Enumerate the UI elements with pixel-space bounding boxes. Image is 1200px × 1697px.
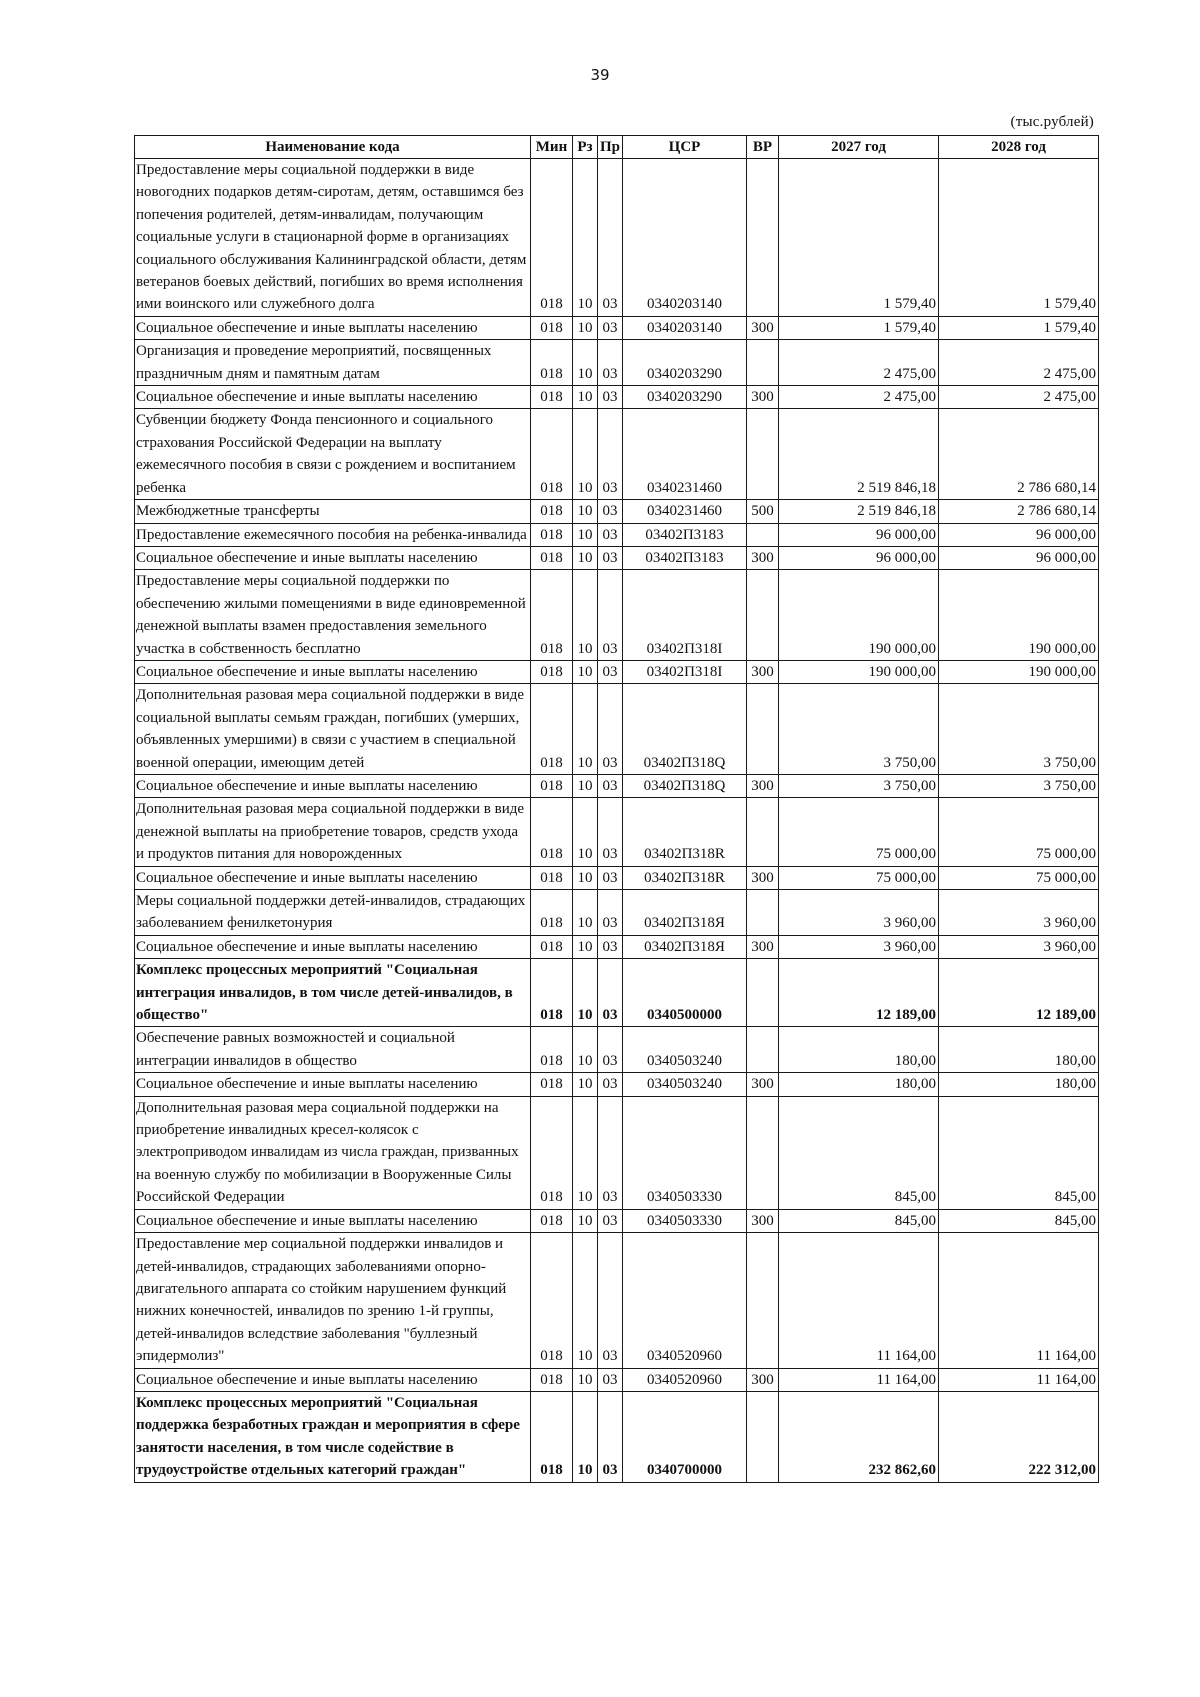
cell-csr: 03402П318I [623,660,747,683]
cell-2027: 96 000,00 [779,523,939,546]
cell-min: 018 [531,935,573,958]
cell-pr: 03 [598,316,623,339]
cell-rz: 10 [573,798,598,866]
cell-2027: 12 189,00 [779,959,939,1027]
cell-2027: 2 475,00 [779,340,939,386]
cell-rz: 10 [573,1073,598,1096]
cell-rz: 10 [573,1096,598,1209]
cell-name: Субвенции бюджету Фонда пенсионного и социального страхования Российской Федерации на выплату ежемесячного пособия в связи с рождением и воспитанием ребенка [135,409,531,500]
cell-pr: 03 [598,866,623,889]
cell-name: Предоставление ежемесячного пособия на ребенка-инвалида [135,523,531,546]
cell-2028: 190 000,00 [939,660,1099,683]
header-2028: 2028 год [939,136,1099,159]
page-number: 39 [590,66,610,84]
cell-rz: 10 [573,959,598,1027]
cell-rz: 10 [573,523,598,546]
cell-2027: 11 164,00 [779,1368,939,1391]
table-row [135,1391,1099,1482]
cell-min: 018 [531,546,573,569]
cell-2027: 845,00 [779,1096,939,1209]
cell-2028: 2 786 680,14 [939,500,1099,523]
cell-2028: 12 189,00 [939,959,1099,1027]
table-row [135,774,1099,797]
cell-rz: 10 [573,1027,598,1073]
cell-pr: 03 [598,386,623,409]
cell-csr: 0340503330 [623,1096,747,1209]
table-row [135,1073,1099,1096]
cell-min: 018 [531,1096,573,1209]
cell-2027: 180,00 [779,1073,939,1096]
cell-name: Организация и проведение мероприятий, посвященных праздничным дням и памятным датам [135,340,531,386]
table-row [135,409,1099,500]
cell-vr: 300 [747,1368,779,1391]
cell-min: 018 [531,159,573,317]
table-row [135,1233,1099,1368]
cell-min: 018 [531,1368,573,1391]
cell-pr: 03 [598,159,623,317]
cell-min: 018 [531,500,573,523]
cell-pr: 03 [598,1209,623,1232]
cell-pr: 03 [598,1233,623,1368]
cell-pr: 03 [598,409,623,500]
cell-min: 018 [531,523,573,546]
cell-2027: 2 519 846,18 [779,500,939,523]
cell-vr: 300 [747,660,779,683]
cell-min: 018 [531,798,573,866]
cell-rz: 10 [573,1368,598,1391]
table-row [135,1096,1099,1209]
cell-2028: 3 960,00 [939,935,1099,958]
cell-pr: 03 [598,935,623,958]
cell-2027: 1 579,40 [779,159,939,317]
cell-2028: 11 164,00 [939,1233,1099,1368]
cell-min: 018 [531,866,573,889]
cell-vr [747,1233,779,1368]
cell-name: Дополнительная разовая мера социальной поддержки в виде социальной выплаты семьям граждан, погибших (умерших, объявленных умершими) в связи с участием в специальной военной операции, имеющим детей [135,684,531,775]
table-row [135,684,1099,775]
cell-2027: 11 164,00 [779,1233,939,1368]
cell-csr: 0340203140 [623,316,747,339]
cell-2028: 845,00 [939,1209,1099,1232]
cell-csr: 0340500000 [623,959,747,1027]
cell-csr: 03402П318Я [623,890,747,936]
cell-pr: 03 [598,570,623,661]
cell-name: Предоставление меры социальной поддержки в виде новогодних подарков детям-сиротам, детям, оставшимся без попечения родителей, детям-инвалидам, получающим социальные услуги в стационарной форме в организациях социального обслуживания Калининградской области, детям ветеранов боевых действий, погибших во время исполнения ими воинского или служебного долга [135,159,531,317]
cell-rz: 10 [573,1233,598,1368]
cell-2027: 3 750,00 [779,774,939,797]
cell-name: Социальное обеспечение и иные выплаты населению [135,866,531,889]
cell-pr: 03 [598,660,623,683]
cell-rz: 10 [573,660,598,683]
table-row [135,1027,1099,1073]
cell-vr [747,1096,779,1209]
cell-2027: 2 475,00 [779,386,939,409]
cell-rz: 10 [573,340,598,386]
cell-name: Предоставление меры социальной поддержки по обеспечению жилыми помещениями в виде единовременной денежной выплаты взамен предоставления земельного участка в собственность бесплатно [135,570,531,661]
header-2027: 2027 год [779,136,939,159]
cell-min: 018 [531,1073,573,1096]
cell-pr: 03 [598,959,623,1027]
cell-rz: 10 [573,386,598,409]
cell-min: 018 [531,570,573,661]
budget-table [134,135,1099,1483]
table-row [135,316,1099,339]
cell-2027: 3 960,00 [779,935,939,958]
cell-name: Социальное обеспечение и иные выплаты населению [135,1073,531,1096]
table-row [135,570,1099,661]
cell-vr [747,159,779,317]
cell-name: Социальное обеспечение и иные выплаты населению [135,774,531,797]
cell-pr: 03 [598,774,623,797]
cell-vr [747,798,779,866]
cell-rz: 10 [573,316,598,339]
header-csr: ЦСР [623,136,747,159]
cell-2028: 11 164,00 [939,1368,1099,1391]
cell-rz: 10 [573,570,598,661]
cell-min: 018 [531,316,573,339]
cell-2027: 75 000,00 [779,798,939,866]
cell-rz: 10 [573,159,598,317]
cell-csr: 0340520960 [623,1368,747,1391]
cell-min: 018 [531,1209,573,1232]
cell-csr: 03402П318I [623,570,747,661]
cell-2027: 3 750,00 [779,684,939,775]
cell-vr: 300 [747,1073,779,1096]
cell-csr: 0340503240 [623,1073,747,1096]
cell-2028: 2 475,00 [939,340,1099,386]
cell-vr: 300 [747,774,779,797]
cell-vr: 300 [747,1209,779,1232]
table-row [135,660,1099,683]
cell-min: 018 [531,1027,573,1073]
cell-pr: 03 [598,1073,623,1096]
cell-rz: 10 [573,774,598,797]
cell-vr: 300 [747,316,779,339]
cell-rz: 10 [573,935,598,958]
table-row [135,386,1099,409]
cell-csr: 0340203290 [623,340,747,386]
cell-2027: 2 519 846,18 [779,409,939,500]
table-header-row [135,136,1099,159]
cell-2028: 845,00 [939,1096,1099,1209]
cell-pr: 03 [598,523,623,546]
cell-pr: 03 [598,340,623,386]
cell-csr: 03402П3183 [623,546,747,569]
cell-csr: 0340503240 [623,1027,747,1073]
cell-rz: 10 [573,890,598,936]
cell-2028: 96 000,00 [939,546,1099,569]
table-row [135,935,1099,958]
cell-2027: 232 862,60 [779,1391,939,1482]
cell-pr: 03 [598,500,623,523]
cell-rz: 10 [573,866,598,889]
cell-pr: 03 [598,1096,623,1209]
header-name: Наименование кода [135,136,531,159]
cell-vr: 300 [747,386,779,409]
cell-2028: 3 960,00 [939,890,1099,936]
cell-min: 018 [531,660,573,683]
cell-rz: 10 [573,500,598,523]
cell-vr: 500 [747,500,779,523]
cell-pr: 03 [598,1391,623,1482]
cell-pr: 03 [598,546,623,569]
cell-2028: 1 579,40 [939,159,1099,317]
unit-label: (тыс.рублей) [1010,114,1094,130]
cell-rz: 10 [573,546,598,569]
cell-2028: 180,00 [939,1073,1099,1096]
cell-name: Комплекс процессных мероприятий "Социальная интеграция инвалидов, в том числе детей-инвалидов, в общество" [135,959,531,1027]
cell-name: Социальное обеспечение и иные выплаты населению [135,1209,531,1232]
cell-name: Социальное обеспечение и иные выплаты населению [135,935,531,958]
cell-pr: 03 [598,798,623,866]
cell-csr: 0340203290 [623,386,747,409]
header-rz: Рз [573,136,598,159]
table-row [135,340,1099,386]
cell-csr: 03402П318Q [623,774,747,797]
cell-csr: 03402П318Q [623,684,747,775]
cell-vr: 300 [747,866,779,889]
cell-rz: 10 [573,409,598,500]
cell-min: 018 [531,684,573,775]
table-row [135,546,1099,569]
cell-vr [747,959,779,1027]
cell-csr: 03402П318R [623,866,747,889]
cell-min: 018 [531,959,573,1027]
table-row [135,890,1099,936]
table-body [135,159,1099,1483]
header-min: Мин [531,136,573,159]
cell-2027: 845,00 [779,1209,939,1232]
cell-name: Социальное обеспечение и иные выплаты населению [135,546,531,569]
cell-2028: 222 312,00 [939,1391,1099,1482]
cell-min: 018 [531,774,573,797]
table-row [135,500,1099,523]
cell-csr: 0340231460 [623,409,747,500]
cell-2027: 190 000,00 [779,660,939,683]
cell-rz: 10 [573,684,598,775]
cell-2028: 3 750,00 [939,774,1099,797]
cell-2028: 1 579,40 [939,316,1099,339]
cell-pr: 03 [598,1368,623,1391]
cell-vr [747,1391,779,1482]
table-row [135,1209,1099,1232]
cell-csr: 0340503330 [623,1209,747,1232]
cell-name: Меры социальной поддержки детей-инвалидов, страдающих заболеванием фенилкетонурия [135,890,531,936]
cell-2028: 96 000,00 [939,523,1099,546]
cell-csr: 0340203140 [623,159,747,317]
cell-min: 018 [531,340,573,386]
table-row [135,1368,1099,1391]
cell-vr [747,340,779,386]
cell-vr [747,570,779,661]
cell-min: 018 [531,386,573,409]
cell-name: Дополнительная разовая мера социальной поддержки на приобретение инвалидных кресел-колясок с электроприводом инвалидам из числа граждан, призванных на военную службу по мобилизации в Вооруженные Силы Российской Федерации [135,1096,531,1209]
cell-csr: 03402П318Я [623,935,747,958]
cell-name: Комплекс процессных мероприятий "Социальная поддержка безработных граждан и мероприятия в сфере занятости населения, в том числе содействие в трудоустройстве отдельных категорий граждан" [135,1391,531,1482]
cell-csr: 0340231460 [623,500,747,523]
header-pr: Пр [598,136,623,159]
cell-rz: 10 [573,1391,598,1482]
cell-csr: 0340520960 [623,1233,747,1368]
cell-2028: 2 475,00 [939,386,1099,409]
cell-pr: 03 [598,1027,623,1073]
cell-rz: 10 [573,1209,598,1232]
cell-2027: 1 579,40 [779,316,939,339]
table-row [135,866,1099,889]
cell-name: Обеспечение равных возможностей и социальной интеграции инвалидов в общество [135,1027,531,1073]
cell-vr: 300 [747,546,779,569]
cell-name: Предоставление мер социальной поддержки инвалидов и детей-инвалидов, страдающих заболеваниями опорно-двигательного аппарата со стойким нарушением функций нижних конечностей, инвалидов по зрению 1-й группы, детей-инвалидов вследствие заболевания "буллезный эпидермолиз" [135,1233,531,1368]
cell-2028: 190 000,00 [939,570,1099,661]
cell-2028: 75 000,00 [939,798,1099,866]
cell-min: 018 [531,1391,573,1482]
cell-2028: 75 000,00 [939,866,1099,889]
cell-vr [747,409,779,500]
cell-vr [747,890,779,936]
cell-2027: 96 000,00 [779,546,939,569]
cell-name: Межбюджетные трансферты [135,500,531,523]
header-vr: ВР [747,136,779,159]
cell-name: Социальное обеспечение и иные выплаты населению [135,386,531,409]
cell-min: 018 [531,890,573,936]
cell-name: Социальное обеспечение и иные выплаты населению [135,1368,531,1391]
cell-name: Дополнительная разовая мера социальной поддержки в виде денежной выплаты на приобретение товаров, средств ухода и продуктов питания для новорожденных [135,798,531,866]
cell-pr: 03 [598,890,623,936]
cell-vr [747,1027,779,1073]
cell-2027: 3 960,00 [779,890,939,936]
table-row [135,959,1099,1027]
cell-min: 018 [531,1233,573,1368]
cell-2027: 75 000,00 [779,866,939,889]
cell-2028: 180,00 [939,1027,1099,1073]
table-row [135,523,1099,546]
cell-csr: 03402П318R [623,798,747,866]
table-row [135,798,1099,866]
cell-vr [747,523,779,546]
cell-name: Социальное обеспечение и иные выплаты населению [135,660,531,683]
cell-csr: 0340700000 [623,1391,747,1482]
cell-2027: 180,00 [779,1027,939,1073]
cell-min: 018 [531,409,573,500]
table-row [135,159,1099,317]
cell-name: Социальное обеспечение и иные выплаты населению [135,316,531,339]
cell-2028: 2 786 680,14 [939,409,1099,500]
cell-2028: 3 750,00 [939,684,1099,775]
cell-csr: 03402П3183 [623,523,747,546]
cell-vr [747,684,779,775]
cell-pr: 03 [598,684,623,775]
cell-2027: 190 000,00 [779,570,939,661]
cell-vr: 300 [747,935,779,958]
